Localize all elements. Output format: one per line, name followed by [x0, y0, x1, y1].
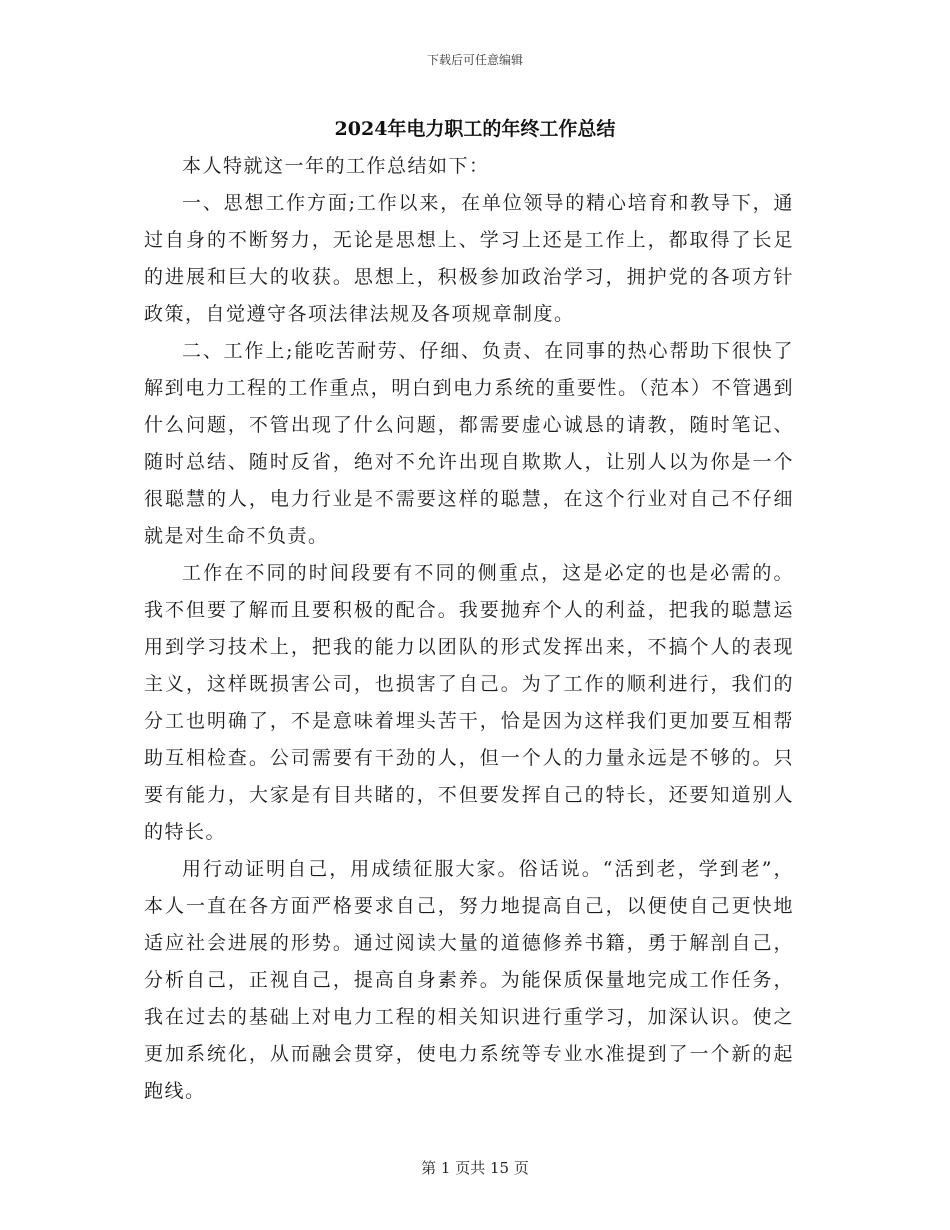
- paragraph-teamwork: 工作在不同的时间段要有不同的侧重点，这是必定的也是必需的。我不但要了解而且要积极的配合。我要抛弃个人的利益，把我的聪慧运用到学习技术上，把我的能力以团队的形式发挥出来，不搞个人的表现主义，这样既损害公司，也损害了自己。为了工作的顺利进行，我们的分工也明确了，不是意味着埋头苦干，恰是因为这样我们更加要互相帮助互相检查。公司需要有干劲的人，但一个人的力量永远是不够的。只要有能力，大家是有目共睹的，不但要发挥自己的特长，还要知道别人的特长。: [144, 562, 794, 843]
- page-header-note: 下载后可任意编辑: [426, 53, 523, 67]
- paragraph-intro: 本人特就这一年的工作总结如下：: [182, 155, 490, 177]
- page-number: 第 1 页共 15 页: [421, 1159, 529, 1177]
- paragraph-work: 二、工作上;能吃苦耐劳、仔细、负责、在同事的热心帮助下很快了解到电力工程的工作重点，明白到电力系统的重要性。（范本）不管遇到什么问题，不管出现了什么问题，都需要虚心诚恳的请教，随时笔记、随时总结、随时反省，绝对不允许出现自欺欺人，让别人以为你是一个很聪慧的人，电力行业是不需要这样的聪慧，在这个行业对自己不仔细就是对生命不负责。: [144, 340, 794, 547]
- document-body: [144, 148, 794, 1110]
- paragraph-thought-work: 一、思想工作方面;工作以来，在单位领导的精心培育和教导下，通过自身的不断努力，无论是思想上、学习上还是工作上，都取得了长足的进展和巨大的收获。思想上，积极参加政治学习，拥护党的各项方针政策，自觉遵守各项法律法规及各项规章制度。: [144, 192, 794, 325]
- paragraph-self-improvement: 用行动证明自己，用成绩征服大家。俗话说。“活到老，学到老”，本人一直在各方面严格要求自己，努力地提高自己，以便使自己更快地适应社会进展的形势。通过阅读大量的道德修养书籍，勇于解剖自己，分析自己，正视自己，提高自身素养。为能保质保量地完成工作任务，我在过去的基础上对电力工程的相关知识进行重学习，加深认识。使之更加系统化，从而融会贯穿，使电力系统等专业水准提到了一个新的起跑线。: [144, 858, 794, 1102]
- document-title: 2024年电力职工的年终工作总结: [334, 118, 616, 140]
